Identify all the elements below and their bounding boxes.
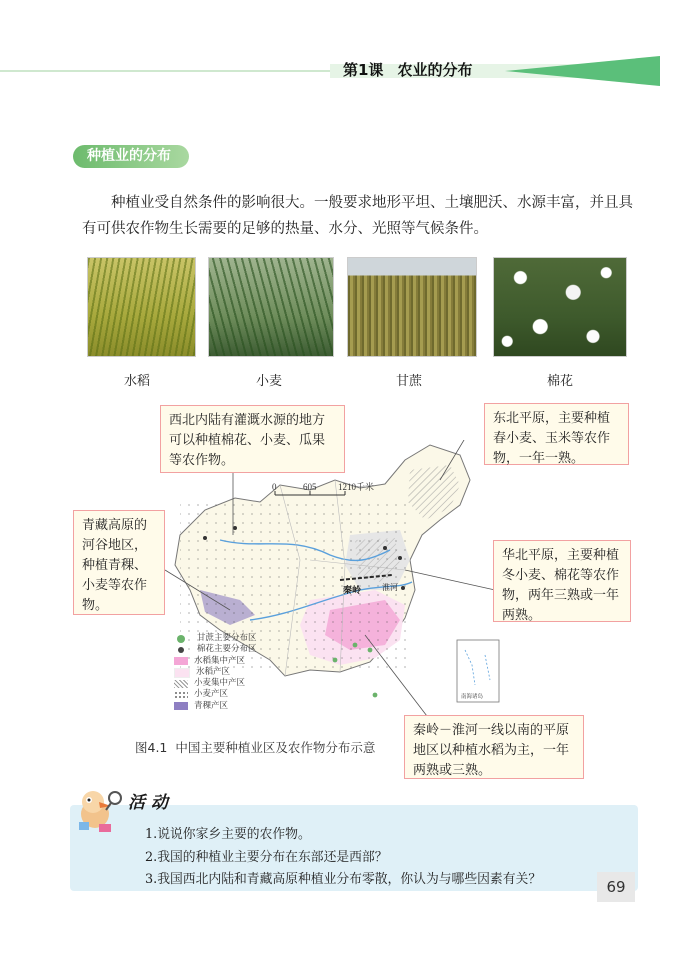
activity-item: 2.我国的种植业主要分布在东部还是西部？ — [145, 850, 388, 865]
section-heading: 种植业的分布 — [73, 145, 189, 168]
huaihe-label: 淮河 — [382, 583, 398, 592]
page-number: 69 — [597, 872, 635, 902]
qinling-label: 秦岭 — [343, 586, 362, 596]
callout-northeast: 东北平原，主要种植春小麦、玉米等农作物，一年一熟。 — [484, 403, 629, 465]
scale-mid: 605 — [303, 482, 317, 492]
lesson-number: 第1课 — [343, 61, 384, 79]
legend-item: 青稞产区 — [174, 701, 257, 712]
callout-north-china: 华北平原，主要种植冬小麦、棉花等农作物，两年三熟或一年两熟。 — [493, 540, 631, 622]
rice-main-swatch — [174, 657, 188, 665]
sugarcane-photo — [347, 257, 477, 357]
activity-item: 1.说说你家乡主要的农作物。 — [145, 827, 311, 842]
callout-tibet: 青藏高原的河谷地区，种植青稞、小麦等农作物。 — [73, 510, 165, 615]
rice-caption: 水稻 — [124, 374, 151, 389]
legend-item: 小麦产区 — [174, 689, 257, 700]
wheat-photo — [208, 257, 334, 357]
rice-photo — [87, 257, 196, 357]
lesson-name: 农业的分布 — [397, 61, 473, 79]
legend-item: 小麦集中产区 — [174, 678, 257, 689]
wheat-swatch — [174, 691, 188, 699]
map-legend — [174, 633, 257, 712]
intro-paragraph: 种植业受自然条件的影响很大。一般要求地形平坦、土壤肥沃、水源丰富，并且具有可供农作物生长需要的足够的热量、水分、光照等气候条件。 — [82, 195, 633, 237]
scale-end: 1210千米 — [338, 482, 375, 492]
figure-number: 图4.1 — [135, 740, 168, 755]
activity-item: 3.我国西北内陆和青藏高原种植业分布零散，你认为与哪些因素有关？ — [145, 872, 542, 887]
cotton-icon — [178, 647, 184, 653]
rice-swatch — [174, 668, 190, 678]
inset-label: 南海诸岛 — [461, 694, 484, 700]
sugarcane-icon — [177, 635, 185, 643]
mascot-icon — [73, 784, 125, 834]
legend-item: 甘蔗主要分布区 — [174, 633, 257, 644]
wheat-main-swatch — [174, 680, 188, 688]
lesson-title — [343, 59, 486, 80]
legend-item: 水稻产区 — [174, 667, 257, 678]
sugarcane-caption: 甘蔗 — [396, 374, 423, 389]
figure-title: 中国主要种植业区及农作物分布示意 — [175, 740, 376, 755]
qingke-swatch — [174, 702, 188, 710]
figure-caption — [135, 738, 383, 756]
legend-item: 水稻集中产区 — [174, 656, 257, 667]
callout-south: 秦岭－淮河一线以南的平原地区以种植水稻为主，一年两熟或三熟。 — [404, 715, 584, 779]
legend-item: 棉花主要分布区 — [174, 644, 257, 655]
scale-zero: 0 — [272, 482, 277, 492]
cotton-photo — [493, 257, 627, 357]
wheat-caption: 小麦 — [256, 374, 283, 389]
callout-northwest: 西北内陆有灌溉水源的地方可以种植棉花、小麦、瓜果等农作物。 — [160, 405, 345, 473]
cotton-caption: 棉花 — [547, 374, 574, 389]
activity-title: 活 动 — [128, 793, 168, 813]
